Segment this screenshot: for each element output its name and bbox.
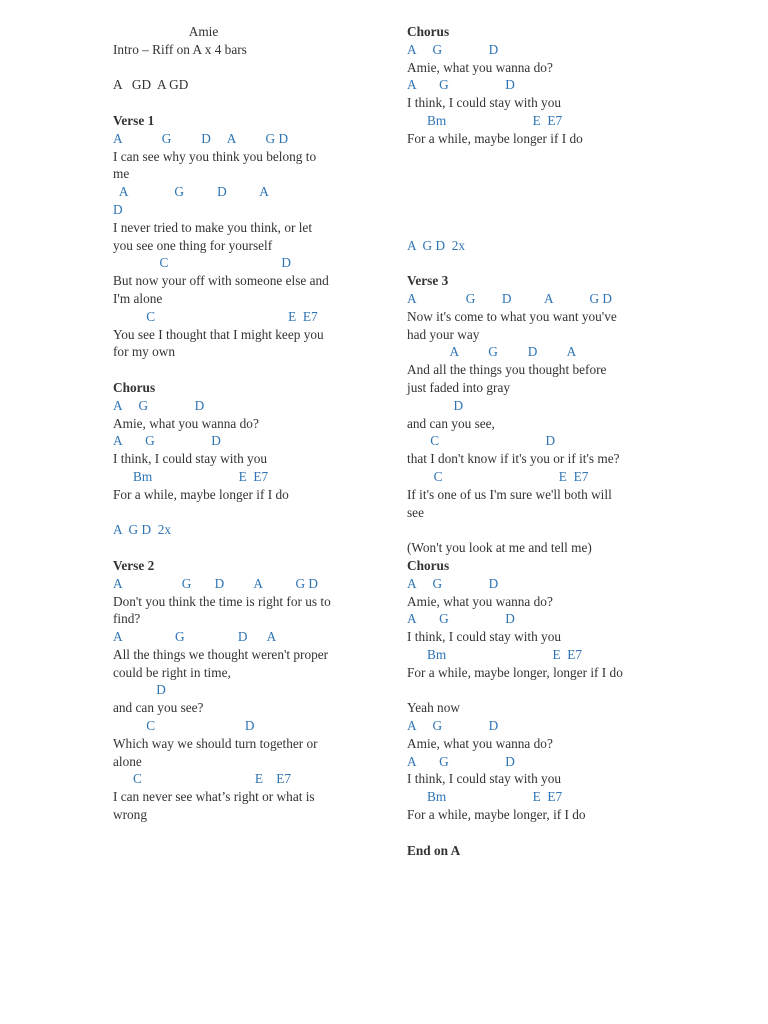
right-chord-line: A G D 2x — [407, 237, 465, 253]
left-lyric-line: Don't you think the time is right for us to — [113, 593, 331, 609]
left-chord-line: D — [113, 682, 166, 698]
right-lyric-line: had your way — [407, 326, 480, 342]
right-chord-line: Bm E E7 — [407, 112, 563, 128]
left-blank-line — [113, 504, 365, 522]
left-chord-line: C D — [113, 255, 292, 271]
right-blank-line — [407, 183, 667, 201]
left-lyric-line: For a while, maybe longer if I do — [113, 486, 289, 502]
left-blank-line — [113, 361, 365, 379]
right-lyric-line: Amie, what you wanna do? — [407, 59, 553, 75]
right-lyric-line: and can you see, — [407, 415, 495, 431]
right-blank-line — [407, 254, 667, 272]
left-blank-line — [113, 59, 365, 77]
left-chord-line: C E E7 — [113, 771, 292, 787]
left-lyric-line: could be right in time, — [113, 664, 231, 680]
right-lyric-line: And all the things you thought before — [407, 362, 607, 378]
left-lyric-line: I'm alone — [113, 290, 163, 306]
right-column — [407, 23, 667, 859]
left-lyric-line: and can you see? — [113, 700, 204, 716]
right-chord-line: A G D A G D — [407, 290, 613, 306]
left-lyric-line: Intro – Riff on A x 4 bars — [113, 41, 247, 57]
left-chord-line: A G D — [113, 397, 205, 413]
left-lyric-line: But now your off with someone else and — [113, 273, 329, 289]
left-chord-line: A G D A G D — [113, 575, 319, 591]
left-lyric-line: I can never see what’s right or what is — [113, 789, 315, 805]
left-chord-line: Bm E E7 — [113, 468, 269, 484]
left-chord-line: D — [113, 201, 123, 217]
left-chord-line: A G D A G D — [113, 130, 289, 146]
left-lyric-line: A GD A GD — [113, 77, 189, 93]
right-chord-line: C E E7 — [407, 468, 589, 484]
left-lyric-line: I can see why you think you belong to — [113, 148, 317, 164]
right-lyric-line: see — [407, 504, 424, 520]
right-lyric-line: that I don't know if it's you or if it's me? — [407, 451, 620, 467]
right-chord-line: A G D — [407, 575, 499, 591]
right-chord-line: A G D — [407, 718, 499, 734]
left-section-heading: Chorus — [113, 379, 156, 395]
right-blank-line — [407, 521, 667, 539]
left-lyric-line: All the things we thought weren't proper — [113, 646, 329, 662]
left-lyric-line: alone — [113, 753, 142, 769]
right-blank-line — [407, 165, 667, 183]
right-blank-line — [407, 148, 667, 166]
right-chord-line: Bm E E7 — [407, 646, 583, 662]
left-chord-line: A G D A — [113, 629, 277, 645]
right-chord-line: Bm E E7 — [407, 789, 563, 805]
right-section-heading: Chorus — [407, 24, 450, 39]
right-blank-line — [407, 201, 667, 219]
left-lyric-line: I think, I could stay with you — [113, 451, 268, 467]
right-lyric-line: If it's one of us I'm sure we'll both will — [407, 486, 612, 502]
right-blank-line — [407, 219, 667, 237]
left-section-heading: Verse 1 — [113, 112, 155, 128]
right-lyric-line: Now it's come to what you want you've — [407, 308, 617, 324]
right-lyric-line: Amie, what you wanna do? — [407, 735, 553, 751]
right-lyric-line: (Won't you look at me and tell me) — [407, 540, 592, 556]
right-chord-line: A G D — [407, 41, 499, 57]
left-chord-line: C D — [113, 718, 255, 734]
right-chord-line: D — [407, 397, 464, 413]
right-chord-line: A G D — [407, 77, 515, 93]
right-lyric-line: I think, I could stay with you — [407, 629, 562, 645]
left-lyric-line: wrong — [113, 807, 147, 823]
left-lyric-line: Which way we should turn together or — [113, 735, 318, 751]
left-chord-line: A G D A — [113, 184, 269, 200]
right-lyric-line: For a while, maybe longer, if I do — [407, 807, 586, 823]
right-lyric-line: For a while, maybe longer, longer if I do — [407, 664, 623, 680]
right-chord-line: A G D — [407, 753, 515, 769]
right-chord-line: A G D A — [407, 344, 577, 360]
right-section-heading: End on A — [407, 842, 461, 858]
left-lyric-line: You see I thought that I might keep you — [113, 326, 324, 342]
left-lyric-line: Amie, what you wanna do? — [113, 415, 259, 431]
right-blank-line — [407, 681, 667, 699]
left-song-title: Amie — [113, 24, 219, 39]
right-lyric-line: just faded into gray — [407, 379, 511, 395]
left-lyric-line: find? — [113, 611, 141, 627]
left-lyric-line: for my own — [113, 344, 176, 360]
left-lyric-line: me — [113, 166, 130, 182]
right-section-heading: Verse 3 — [407, 273, 449, 289]
right-lyric-line: For a while, maybe longer if I do — [407, 130, 583, 146]
right-lyric-line: I think, I could stay with you — [407, 771, 562, 787]
right-lyric-line: Amie, what you wanna do? — [407, 593, 553, 609]
left-chord-line: A G D — [113, 433, 221, 449]
right-chord-line: C D — [407, 433, 556, 449]
left-section-heading: Verse 2 — [113, 557, 155, 573]
left-blank-line — [113, 539, 365, 557]
left-chord-line: C E E7 — [113, 308, 318, 324]
right-chord-line: A G D — [407, 611, 515, 627]
left-chord-line: A G D 2x — [113, 522, 171, 538]
left-column — [113, 23, 365, 824]
right-section-heading: Chorus — [407, 557, 450, 573]
left-lyric-line: I never tried to make you think, or let — [113, 219, 313, 235]
right-blank-line — [407, 824, 667, 842]
right-lyric-line: Yeah now — [407, 700, 460, 716]
left-blank-line — [113, 94, 365, 112]
right-lyric-line: I think, I could stay with you — [407, 95, 562, 111]
left-lyric-line: you see one thing for yourself — [113, 237, 273, 253]
